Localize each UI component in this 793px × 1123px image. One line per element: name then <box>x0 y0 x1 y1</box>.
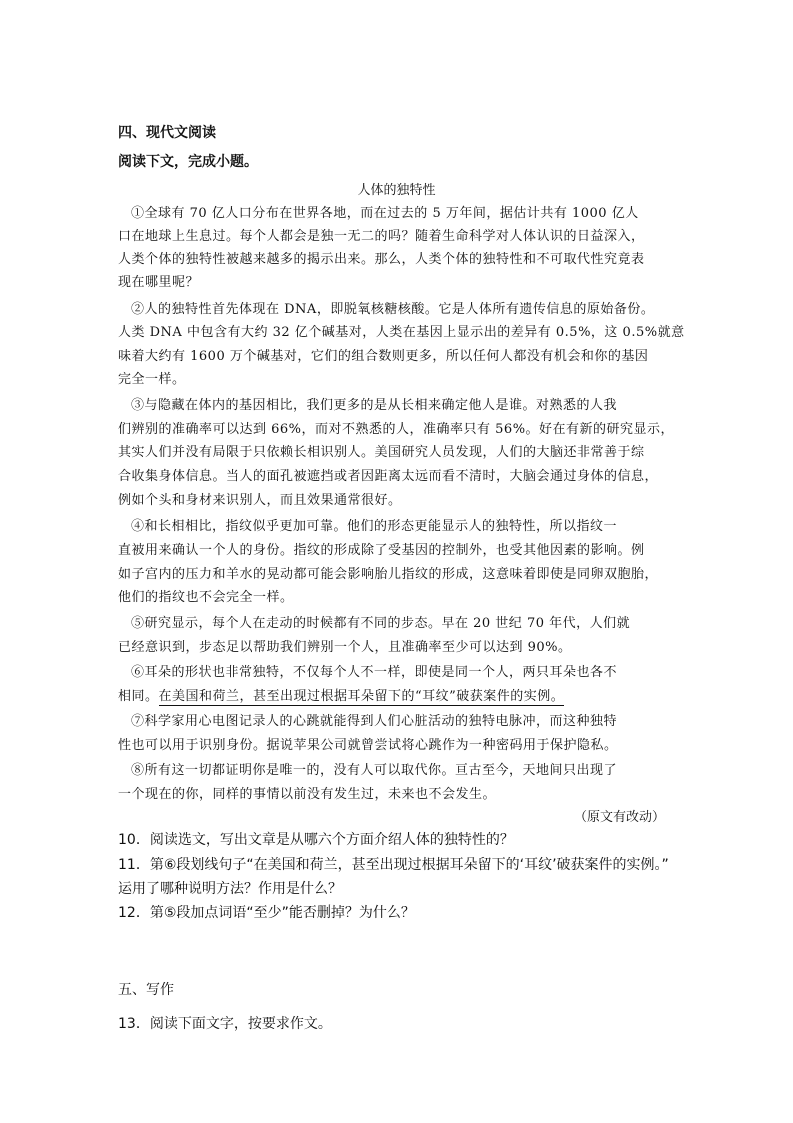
paragraph-line: 如子宫内的压力和羊水的晃动都可能会影响胎儿指纹的形成，这意味着即使是同卵双胞胎， <box>118 567 659 582</box>
writing-heading: 五、写作 <box>118 982 174 998</box>
paragraph-line-start: 相同。 <box>118 689 159 704</box>
paragraph-line: 其实人们并没有局限于只依赖长相识别人。美国研究人员发现，人们的大脑还非常善于综 <box>118 445 645 460</box>
paragraph-line: ⑥耳朵的形状也非常独特，不仅每个人不一样，即使是同一个人，两只耳朵也各不 <box>131 665 618 680</box>
paragraph-line <box>118 685 564 704</box>
paragraph-line: 们辨别的准确率可以达到 66%，而对不熟悉的人，准确率只有 56%。好在有新的研究显示， <box>118 422 675 437</box>
question-11-continued: 运用了哪种说明方法？作用是什么？ <box>118 881 342 897</box>
paragraph-line: 口在地球上生息过。每个人都会是独一无二的吗？随着生命科学对人体认识的日益深入， <box>118 229 645 244</box>
paragraph-line: ①全球有 70 亿人口分布在世界各地，而在过去的 5 万年间，据估计共有 1000 亿人 <box>131 206 639 221</box>
reading-instruction: 阅读下文，完成小题。 <box>118 154 258 170</box>
question-10: 10．阅读选文，写出文章是从哪六个方面介绍人体的独特性的？ <box>118 832 514 848</box>
paragraph-line: 合收集身体信息。当人的面孔被遮挡或者因距离太远而看不清时，大脑会通过身体的信息， <box>118 469 659 484</box>
paragraph-line: ⑤研究显示，每个人在走动的时候都有不同的步态。早在 20 世纪 70 年代，人们就 <box>131 616 631 631</box>
section-heading: 四、现代文阅读 <box>118 125 216 141</box>
paragraph-line: 已经意识到，步态足以帮助我们辨别一个人，且准确率至少可以达到 90%。 <box>118 640 572 655</box>
article-title: 人体的独特性 <box>357 183 436 198</box>
underlined-sentence: 在美国和荷兰，甚至出现过根据耳朵留下的“耳纹”破获案件的实例。 <box>158 689 565 704</box>
paragraph-line: ②人的独特性首先体现在 DNA，即脱氧核糖核酸。它是人体所有遗传信息的原始备份。 <box>131 302 655 317</box>
paragraph-line: ⑧所有这一切都证明你是唯一的，没有人可以取代你。亘古至今，天地间只出现了 <box>131 763 618 778</box>
question-13: 13．阅读下面文字，按要求作文。 <box>118 1016 332 1032</box>
paragraph-line: 完全一样。 <box>118 372 186 387</box>
question-11: 11．第⑥段划线句子“在美国和荷兰，甚至出现过根据耳朵留下的‘耳纹’破获案件的实例。” <box>118 857 669 873</box>
paragraph-line: 性也可以用于识别身份。据说苹果公司就曾尝试将心跳作为一种密码用于保护隐私。 <box>118 738 618 753</box>
question-12: 12．第⑤段加点词语“至少”能否删掉？为什么？ <box>118 905 415 921</box>
source-note: （原文有改动） <box>573 810 665 825</box>
paragraph-line: 现在哪里呢？ <box>118 275 200 290</box>
paragraph-line: 一个现在的你，同样的事情以前没有发生过，未来也不会发生。 <box>118 787 497 802</box>
paragraph-line: 人类个体的独特性被越来越多的揭示出来。那么，人类个体的独特性和不可取代性究竟表 <box>118 252 645 267</box>
paragraph-line: 人类 DNA 中包含有大约 32 亿个碱基对，人类在基因上显示出的差异有 0.5%，这 0.5%就意 <box>118 325 685 340</box>
paragraph-line: 他们的指纹也不会完全一样。 <box>118 590 294 605</box>
paragraph-line: 直被用来确认一个人的身份。指纹的形成除了受基因的控制外，也受其他因素的影响。例 <box>118 543 645 558</box>
paragraph-line: ⑦科学家用心电图记录人的心跳就能得到人们心脏活动的独特电脉冲，而这种独特 <box>131 714 618 729</box>
paragraph-line: 味着大约有 1600 万个碱基对，它们的组合数则更多，所以任何人都没有机会和你的基因 <box>118 349 649 364</box>
paragraph-line: ④和长相相比，指纹似乎更加可靠。他们的形态更能显示人的独特性，所以指纹一 <box>131 519 618 534</box>
paragraph-line: 例如个头和身材来识别人，而且效果通常很好。 <box>118 493 402 508</box>
paragraph-line: ③与隐藏在体内的基因相比，我们更多的是从长相来确定他人是谁。对熟悉的人我 <box>131 398 618 413</box>
